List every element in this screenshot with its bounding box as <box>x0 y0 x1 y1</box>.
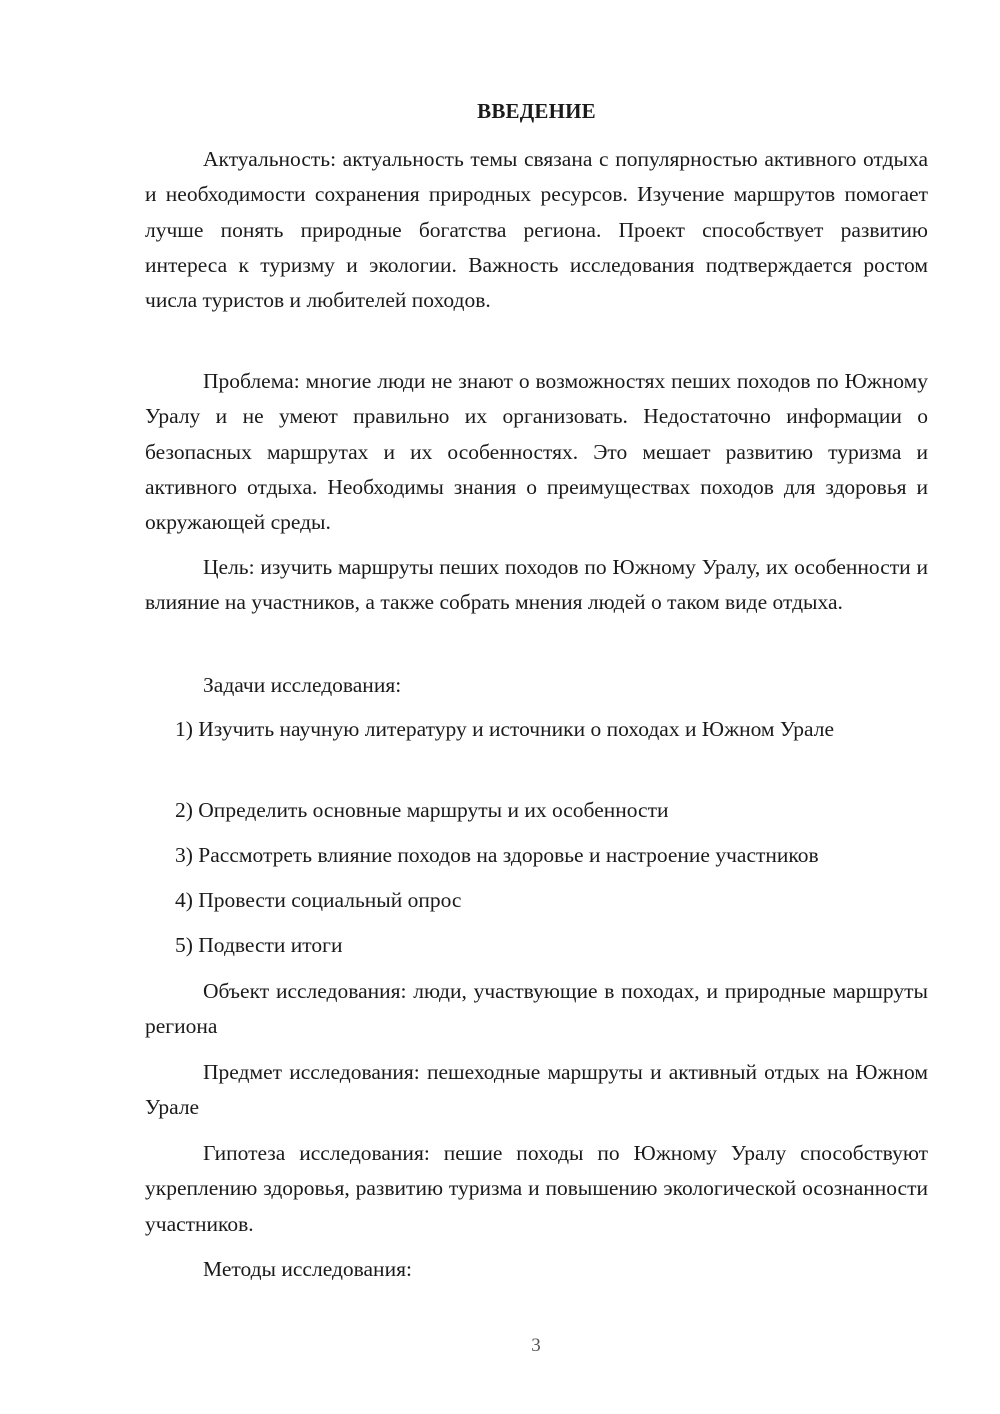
paragraph-problem: Проблема: многие люди не знают о возможностях пеших походов по Южному Уралу и не умеют правильно их организовать. Недостаточно информации о безопасных маршрутах и их особенностях. Это мешает развитию туризма и активного отдыха. Необходимы знания о преимуществах походов для здоровья и окружающей среды. <box>145 369 928 535</box>
paragraph-hypothesis: Гипотеза исследования: пешие походы по Южному Уралу способствуют укреплению здоровья, развитию туризма и повышению экологической осознанности участников. <box>145 1141 928 1236</box>
paragraph-subject: Предмет исследования: пешеходные маршруты и активный отдых на Южном Урале <box>145 1060 928 1120</box>
task-item-2: 2) Определить основные маршруты и их особенности <box>175 798 669 822</box>
paragraph-methods-heading: Методы исследования: <box>203 1257 412 1281</box>
section-title: ВВЕДЕНИЕ <box>477 99 596 123</box>
task-item-4: 4) Провести социальный опрос <box>175 888 462 912</box>
page-number: 3 <box>531 1335 541 1356</box>
paragraph-tasks-heading: Задачи исследования: <box>203 673 402 697</box>
task-item-1: 1) Изучить научную литературу и источники о походах и Южном Урале <box>175 717 834 741</box>
paragraph-goal: Цель: изучить маршруты пеших походов по Южному Уралу, их особенности и влияние на участников, а также собрать мнения людей о таком виде отдыха. <box>145 555 928 615</box>
paragraph-relevance: Актуальность: актуальность темы связана с популярностью активного отдыха и необходимости сохранения природных ресурсов. Изучение маршрутов помогает лучше понять природные богатства региона. Проект способствует развитию интереса к туризму и экологии. Важность исследования подтверждается ростом числа туристов и любителей походов. <box>145 147 928 313</box>
task-item-5: 5) Подвести итоги <box>175 933 343 957</box>
paragraph-object: Объект исследования: люди, участвующие в походах, и природные маршруты региона <box>145 979 928 1039</box>
task-item-3: 3) Рассмотреть влияние походов на здоровье и настроение участников <box>175 843 819 867</box>
